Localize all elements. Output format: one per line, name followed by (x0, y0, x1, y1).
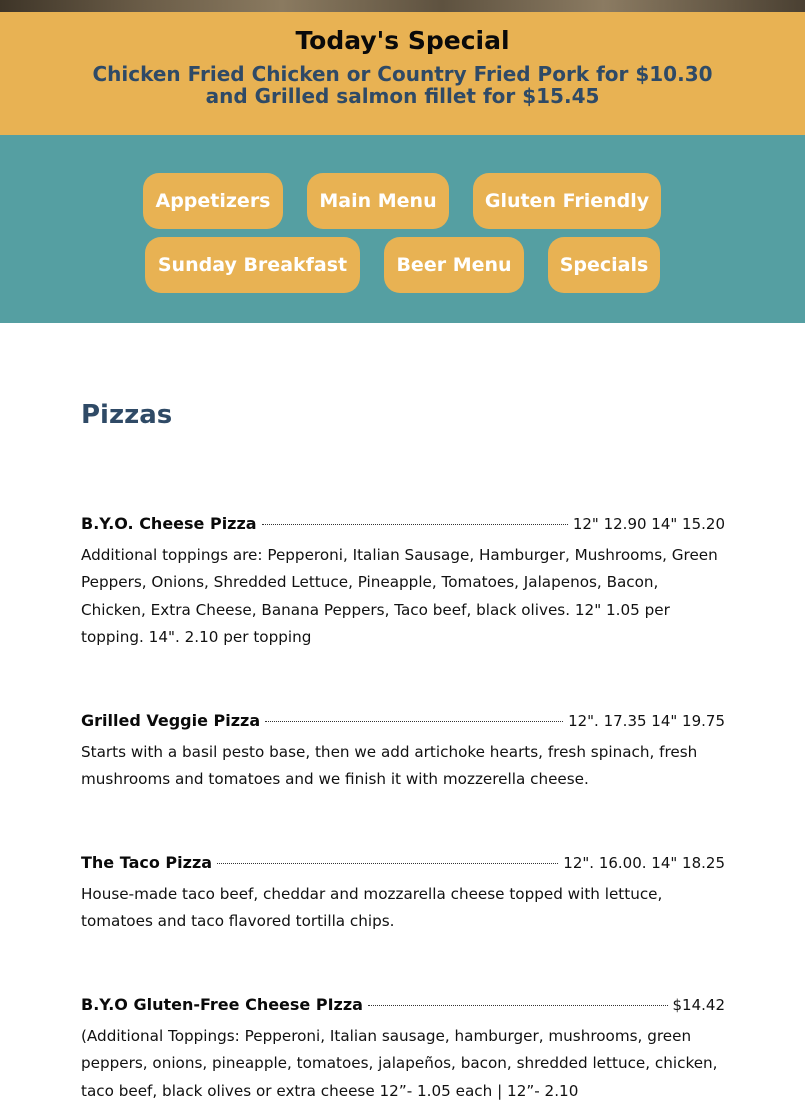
beer-menu-button[interactable]: Beer Menu (384, 237, 524, 293)
menu-item (81, 513, 725, 651)
menu-item (81, 852, 725, 936)
hero-image-strip (0, 0, 805, 12)
special-title: Today's Special (295, 26, 510, 55)
menu-item-description: (Additional Toppings: Pepperoni, Italian sausage, hamburger, mushrooms, green peppers, onions, pineapple, tomatoes, jalapeños, bacon, shredded lettuce, chicken, taco beef, black olives or extra cheese 12”- 1.05 each | 12”- 2.10 (81, 1027, 718, 1100)
todays-special-banner (0, 12, 805, 135)
appetizers-button[interactable]: Appetizers (143, 173, 283, 229)
menu-item-price: $14.42 (672, 996, 725, 1014)
specials-button[interactable]: Specials (548, 237, 660, 293)
menu-item-name: The Taco Pizza (81, 853, 213, 872)
menu-item-price: 12" 12.90 14" 15.20 (572, 515, 725, 533)
gluten-friendly-button[interactable]: Gluten Friendly (473, 173, 661, 229)
section-title: Pizzas (81, 400, 173, 430)
special-line-2: and Grilled salmon fillet for $15.45 (205, 84, 600, 108)
menu-item-header (81, 513, 725, 535)
menu-item-header (81, 852, 725, 874)
menu-item-price: 12". 17.35 14" 19.75 (568, 712, 725, 730)
menu-item-name: B.Y.O Gluten-Free Cheese PIzza (81, 995, 363, 1014)
dot-leader (368, 1004, 668, 1006)
menu-item-header (81, 994, 725, 1016)
menu-item-description: Additional toppings are: Pepperoni, Italian Sausage, Hamburger, Mushrooms, Green Peppers, Onions, Shredded Lettuce, Pineapple, Tomatoes, Jalapenos, Bacon, Chicken, Extra Cheese, Banana Peppers, Taco beef, black olives. 12" 1.05 per topping. 14". 2.10 per topping (81, 546, 718, 646)
dot-leader (217, 862, 558, 864)
special-line-1: Chicken Fried Chicken or Country Fried Pork for $10.30 (92, 62, 713, 86)
dot-leader (265, 720, 563, 722)
dot-leader (262, 523, 568, 525)
menu-item-description: House-made taco beef, cheddar and mozzarella cheese topped with lettuce, tomatoes and taco flavored tortilla chips. (81, 885, 663, 931)
menu-item-description: Starts with a basil pesto base, then we add artichoke hearts, fresh spinach, fresh mushrooms and tomatoes and we finish it with mozzerella cheese. (81, 743, 698, 789)
special-description (60, 63, 745, 107)
menu-item (81, 710, 725, 794)
menu-item-name: Grilled Veggie Pizza (81, 711, 261, 730)
menu-item-header (81, 710, 725, 732)
main-menu-button[interactable]: Main Menu (307, 173, 449, 229)
menu-nav (0, 135, 805, 323)
menu-item-name: B.Y.O. Cheese Pizza (81, 514, 257, 533)
sunday-breakfast-button[interactable]: Sunday Breakfast (145, 237, 360, 293)
menu-item (81, 994, 725, 1105)
menu-item-price: 12". 16.00. 14" 18.25 (563, 854, 725, 872)
